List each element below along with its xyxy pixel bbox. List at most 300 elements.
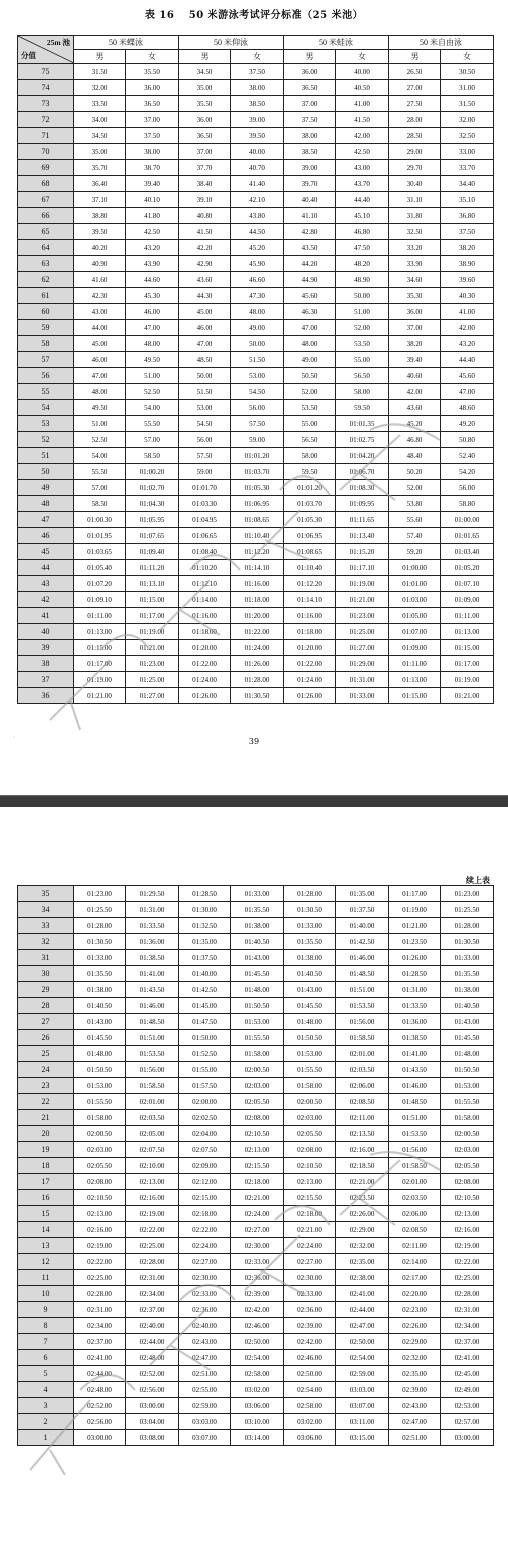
time-cell: 33.50 bbox=[74, 96, 126, 112]
time-cell: 02:31.00 bbox=[126, 1270, 179, 1286]
time-cell: 02:03.00 bbox=[231, 1078, 284, 1094]
score-cell: 21 bbox=[18, 1110, 74, 1126]
time-cell: 42.00 bbox=[389, 384, 441, 400]
time-cell: 31.80 bbox=[389, 208, 441, 224]
time-cell: 02:08.50 bbox=[336, 1094, 389, 1110]
time-cell: 33.90 bbox=[389, 256, 441, 272]
score-cell: 44 bbox=[18, 560, 74, 576]
time-cell: 01:56.00 bbox=[389, 1142, 441, 1158]
time-cell: 46.80 bbox=[389, 432, 441, 448]
score-cell: 33 bbox=[18, 918, 74, 934]
time-cell: 45.20 bbox=[231, 240, 284, 256]
time-cell: 34.50 bbox=[74, 128, 126, 144]
time-cell: 03:00.00 bbox=[74, 1430, 126, 1446]
time-cell: 41.60 bbox=[74, 272, 126, 288]
time-cell: 01:55.50 bbox=[284, 1062, 336, 1078]
page-number: 39 bbox=[248, 737, 260, 746]
time-cell: 01:32.50 bbox=[179, 918, 231, 934]
time-cell: 36.00 bbox=[126, 80, 179, 96]
time-cell: 01:22.00 bbox=[179, 656, 231, 672]
time-cell: 49.50 bbox=[74, 400, 126, 416]
time-cell: 43.20 bbox=[441, 336, 494, 352]
score-cell: 41 bbox=[18, 608, 74, 624]
time-cell: 01:27.00 bbox=[336, 640, 389, 656]
time-cell: 50.00 bbox=[231, 336, 284, 352]
time-cell: 51.00 bbox=[126, 368, 179, 384]
time-cell: 02:20.00 bbox=[389, 1286, 441, 1302]
time-cell: 02:18.00 bbox=[284, 1206, 336, 1222]
time-cell: 59.50 bbox=[336, 400, 389, 416]
time-cell: 02:10.50 bbox=[284, 1158, 336, 1174]
time-cell: 01:21.00 bbox=[126, 640, 179, 656]
time-cell: 02:05.00 bbox=[126, 1126, 179, 1142]
table-row bbox=[18, 176, 494, 192]
time-cell: 40.80 bbox=[179, 208, 231, 224]
time-cell: 01:23.50 bbox=[389, 934, 441, 950]
table-row bbox=[18, 96, 494, 112]
table-row bbox=[18, 192, 494, 208]
time-cell: 02:41.00 bbox=[441, 1350, 494, 1366]
time-cell: 02:03.50 bbox=[389, 1190, 441, 1206]
time-cell: 57.00 bbox=[74, 480, 126, 496]
score-cell: 56 bbox=[18, 368, 74, 384]
time-cell: 01:38.50 bbox=[126, 950, 179, 966]
time-cell: 03:02.00 bbox=[231, 1382, 284, 1398]
table-row bbox=[18, 918, 494, 934]
time-cell: 01:25.50 bbox=[74, 902, 126, 918]
score-cell: 29 bbox=[18, 982, 74, 998]
table-row bbox=[18, 528, 494, 544]
time-cell: 01:37.50 bbox=[336, 902, 389, 918]
time-cell: 02:22.00 bbox=[74, 1254, 126, 1270]
time-cell: 02:44.00 bbox=[126, 1334, 179, 1350]
time-cell: 01:12.20 bbox=[231, 544, 284, 560]
score-cell: 52 bbox=[18, 432, 74, 448]
score-cell: 66 bbox=[18, 208, 74, 224]
score-cell: 42 bbox=[18, 592, 74, 608]
time-cell: 31.00 bbox=[441, 80, 494, 96]
score-cell: 55 bbox=[18, 384, 74, 400]
time-cell: 02:00.50 bbox=[284, 1094, 336, 1110]
time-cell: 01:21.00 bbox=[389, 918, 441, 934]
time-cell: 01:21.00 bbox=[336, 592, 389, 608]
time-cell: 02:01.00 bbox=[389, 1174, 441, 1190]
time-cell: 40.30 bbox=[441, 288, 494, 304]
score-cell: 73 bbox=[18, 96, 74, 112]
time-cell: 35.50 bbox=[179, 96, 231, 112]
time-cell: 42.10 bbox=[231, 192, 284, 208]
time-cell: 01:53.50 bbox=[389, 1126, 441, 1142]
time-cell: 31.50 bbox=[74, 64, 126, 80]
time-cell: 01:50.50 bbox=[284, 1030, 336, 1046]
time-cell: 58.50 bbox=[126, 448, 179, 464]
time-cell: 02:55.00 bbox=[179, 1382, 231, 1398]
time-cell: 01:58.50 bbox=[336, 1030, 389, 1046]
time-cell: 02:45.00 bbox=[441, 1366, 494, 1382]
time-cell: 01:11.00 bbox=[389, 656, 441, 672]
score-cell: 15 bbox=[18, 1206, 74, 1222]
time-cell: 39.40 bbox=[126, 176, 179, 192]
time-cell: 01:41.00 bbox=[126, 966, 179, 982]
score-cell: 71 bbox=[18, 128, 74, 144]
time-cell: 01:51.00 bbox=[389, 1110, 441, 1126]
time-cell: 01:40.50 bbox=[74, 998, 126, 1014]
time-cell: 02:59.00 bbox=[336, 1366, 389, 1382]
table-row bbox=[18, 384, 494, 400]
time-cell: 02:50.00 bbox=[231, 1334, 284, 1350]
score-cell: 9 bbox=[18, 1302, 74, 1318]
time-cell: 02:26.00 bbox=[336, 1206, 389, 1222]
score-cell: 25 bbox=[18, 1046, 74, 1062]
table-row bbox=[18, 1222, 494, 1238]
time-cell: 45.60 bbox=[284, 288, 336, 304]
table-row bbox=[18, 998, 494, 1014]
score-cell: 24 bbox=[18, 1062, 74, 1078]
time-cell: 01:01.65 bbox=[441, 528, 494, 544]
time-cell: 56.50 bbox=[336, 368, 389, 384]
time-cell: 02:40.00 bbox=[179, 1318, 231, 1334]
time-cell: 03:03.00 bbox=[336, 1382, 389, 1398]
table-row bbox=[18, 464, 494, 480]
time-cell: 02:22.00 bbox=[441, 1254, 494, 1270]
time-cell: 01:03.30 bbox=[179, 496, 231, 512]
score-cell: 43 bbox=[18, 576, 74, 592]
score-cell: 68 bbox=[18, 176, 74, 192]
time-cell: 01:01.70 bbox=[179, 480, 231, 496]
time-cell: 03:08.00 bbox=[126, 1430, 179, 1446]
time-cell: 58.00 bbox=[284, 448, 336, 464]
time-cell: 44.50 bbox=[231, 224, 284, 240]
time-cell: 01:50.50 bbox=[441, 1062, 494, 1078]
time-cell: 37.50 bbox=[126, 128, 179, 144]
time-cell: 57.50 bbox=[179, 448, 231, 464]
table-row bbox=[18, 1286, 494, 1302]
time-cell: 01:35.50 bbox=[284, 934, 336, 950]
time-cell: 48.20 bbox=[336, 256, 389, 272]
time-cell: 02:53.00 bbox=[441, 1398, 494, 1414]
score-cell: 62 bbox=[18, 272, 74, 288]
time-cell: 01:21.00 bbox=[74, 688, 126, 704]
time-cell: 58.50 bbox=[74, 496, 126, 512]
score-cell: 19 bbox=[18, 1142, 74, 1158]
time-cell: 01:04.20 bbox=[336, 448, 389, 464]
score-cell: 23 bbox=[18, 1078, 74, 1094]
time-cell: 01:13.10 bbox=[126, 576, 179, 592]
time-cell: 01:05.00 bbox=[389, 608, 441, 624]
time-cell: 53.00 bbox=[179, 400, 231, 416]
score-cell: 7 bbox=[18, 1334, 74, 1350]
table-row bbox=[18, 1350, 494, 1366]
score-cell: 10 bbox=[18, 1286, 74, 1302]
time-cell: 03:10.00 bbox=[231, 1414, 284, 1430]
time-cell: 02:39.00 bbox=[284, 1318, 336, 1334]
time-cell: 02:43.00 bbox=[179, 1334, 231, 1350]
score-cell: 31 bbox=[18, 950, 74, 966]
time-cell: 01:07.00 bbox=[389, 624, 441, 640]
time-cell: 01:33.50 bbox=[389, 998, 441, 1014]
time-cell: 33.70 bbox=[441, 160, 494, 176]
time-cell: 02:48.00 bbox=[74, 1382, 126, 1398]
time-cell: 37.50 bbox=[441, 224, 494, 240]
header-male: 男 bbox=[74, 50, 126, 64]
time-cell: 02:05.50 bbox=[231, 1094, 284, 1110]
time-cell: 52.40 bbox=[441, 448, 494, 464]
table-row bbox=[18, 336, 494, 352]
time-cell: 01:56.00 bbox=[126, 1062, 179, 1078]
time-cell: 48.00 bbox=[126, 336, 179, 352]
time-cell: 03:00.00 bbox=[441, 1430, 494, 1446]
time-cell: 02:27.00 bbox=[231, 1222, 284, 1238]
time-cell: 48.90 bbox=[336, 272, 389, 288]
time-cell: 39.70 bbox=[284, 176, 336, 192]
time-cell: 51.00 bbox=[336, 304, 389, 320]
time-cell: 47.00 bbox=[179, 336, 231, 352]
score-cell: 50 bbox=[18, 464, 74, 480]
table-row bbox=[18, 1318, 494, 1334]
time-cell: 01:07.10 bbox=[441, 576, 494, 592]
score-cell: 72 bbox=[18, 112, 74, 128]
time-cell: 01:15.20 bbox=[336, 544, 389, 560]
time-cell: 45.10 bbox=[336, 208, 389, 224]
time-cell: 31.50 bbox=[441, 96, 494, 112]
time-cell: 01:03.00 bbox=[389, 592, 441, 608]
table-row bbox=[18, 400, 494, 416]
table-row bbox=[18, 608, 494, 624]
time-cell: 02:47.00 bbox=[336, 1318, 389, 1334]
time-cell: 02:12.00 bbox=[179, 1174, 231, 1190]
score-cell: 53 bbox=[18, 416, 74, 432]
table-row bbox=[18, 128, 494, 144]
time-cell: 01:40.50 bbox=[231, 934, 284, 950]
time-cell: 01:50.00 bbox=[179, 1030, 231, 1046]
header-row-strokes bbox=[18, 36, 494, 50]
time-cell: 02:19.00 bbox=[74, 1238, 126, 1254]
time-cell: 42.00 bbox=[336, 128, 389, 144]
time-cell: 01:05.40 bbox=[74, 560, 126, 576]
time-cell: 40.40 bbox=[284, 192, 336, 208]
time-cell: 01:17.10 bbox=[336, 560, 389, 576]
time-cell: 33.00 bbox=[441, 144, 494, 160]
table-row bbox=[18, 624, 494, 640]
time-cell: 02:11.00 bbox=[389, 1238, 441, 1254]
time-cell: 37.00 bbox=[284, 96, 336, 112]
score-cell: 20 bbox=[18, 1126, 74, 1142]
time-cell: 02:27.00 bbox=[284, 1254, 336, 1270]
time-cell: 01:08.65 bbox=[284, 544, 336, 560]
time-cell: 01:12.10 bbox=[179, 576, 231, 592]
time-cell: 59.20 bbox=[389, 544, 441, 560]
time-cell: 01:05.30 bbox=[231, 480, 284, 496]
time-cell: 42.50 bbox=[336, 144, 389, 160]
time-cell: 01:30.50 bbox=[231, 688, 284, 704]
score-cell: 14 bbox=[18, 1222, 74, 1238]
time-cell: 02:28.00 bbox=[126, 1254, 179, 1270]
table-row bbox=[18, 1382, 494, 1398]
score-cell: 65 bbox=[18, 224, 74, 240]
time-cell: 01:38.00 bbox=[441, 982, 494, 998]
table-row bbox=[18, 304, 494, 320]
table-row bbox=[18, 144, 494, 160]
time-cell: 01:09.00 bbox=[441, 592, 494, 608]
time-cell: 33.20 bbox=[389, 240, 441, 256]
time-cell: 52.00 bbox=[284, 384, 336, 400]
corner-pool-label: 25m 池 bbox=[46, 38, 70, 47]
score-cell: 18 bbox=[18, 1158, 74, 1174]
time-cell: 44.90 bbox=[284, 272, 336, 288]
time-cell: 39.40 bbox=[389, 352, 441, 368]
table-row bbox=[18, 320, 494, 336]
time-cell: 01:28.00 bbox=[74, 918, 126, 934]
table-row bbox=[18, 272, 494, 288]
time-cell: 41.80 bbox=[126, 208, 179, 224]
time-cell: 03:00.00 bbox=[126, 1398, 179, 1414]
time-cell: 02:29.00 bbox=[336, 1222, 389, 1238]
time-cell: 42.80 bbox=[284, 224, 336, 240]
score-cell: 59 bbox=[18, 320, 74, 336]
table-row bbox=[18, 934, 494, 950]
time-cell: 40.60 bbox=[389, 368, 441, 384]
time-cell: 01:06.70 bbox=[336, 464, 389, 480]
score-cell: 69 bbox=[18, 160, 74, 176]
time-cell: 01:13.00 bbox=[74, 624, 126, 640]
time-cell: 56.00 bbox=[441, 480, 494, 496]
time-cell: 02:31.00 bbox=[441, 1302, 494, 1318]
time-cell: 46.00 bbox=[179, 320, 231, 336]
time-cell: 43.70 bbox=[336, 176, 389, 192]
header-female: 女 bbox=[231, 50, 284, 64]
time-cell: 01:01.95 bbox=[74, 528, 126, 544]
time-cell: 01:55.50 bbox=[441, 1094, 494, 1110]
time-cell: 38.50 bbox=[284, 144, 336, 160]
time-cell: 01:28.00 bbox=[284, 886, 336, 902]
table-row bbox=[18, 1126, 494, 1142]
table-row bbox=[18, 256, 494, 272]
time-cell: 02:26.00 bbox=[389, 1318, 441, 1334]
score-cell: 60 bbox=[18, 304, 74, 320]
time-cell: 54.00 bbox=[74, 448, 126, 464]
time-cell: 35.50 bbox=[126, 64, 179, 80]
time-cell: 02:03.00 bbox=[74, 1142, 126, 1158]
time-cell: 01:33.00 bbox=[74, 950, 126, 966]
time-cell: 01:13.00 bbox=[441, 624, 494, 640]
time-cell: 34.00 bbox=[74, 112, 126, 128]
time-cell: 36.50 bbox=[179, 128, 231, 144]
time-cell: 01:38.00 bbox=[231, 918, 284, 934]
time-cell: 01:27.00 bbox=[126, 688, 179, 704]
score-cell: 32 bbox=[18, 934, 74, 950]
time-cell: 02:10.50 bbox=[74, 1190, 126, 1206]
time-cell: 02:04.00 bbox=[179, 1126, 231, 1142]
time-cell: 39.00 bbox=[284, 160, 336, 176]
time-cell: 47.00 bbox=[441, 384, 494, 400]
time-cell: 44.00 bbox=[74, 320, 126, 336]
time-cell: 01:23.00 bbox=[336, 608, 389, 624]
score-cell: 36 bbox=[18, 688, 74, 704]
table-row bbox=[18, 448, 494, 464]
table-row bbox=[18, 416, 494, 432]
time-cell: 02:16.00 bbox=[336, 1142, 389, 1158]
table-row bbox=[18, 1254, 494, 1270]
time-cell: 01:45.50 bbox=[441, 1030, 494, 1046]
time-cell: 41.10 bbox=[284, 208, 336, 224]
time-cell: 56.00 bbox=[179, 432, 231, 448]
score-table-part-2 bbox=[17, 885, 494, 1446]
time-cell: 01:06.95 bbox=[231, 496, 284, 512]
time-cell: 59.00 bbox=[179, 464, 231, 480]
time-cell: 43.20 bbox=[126, 240, 179, 256]
time-cell: 01:11.00 bbox=[74, 608, 126, 624]
time-cell: 01:01.20 bbox=[284, 480, 336, 496]
time-cell: 02:37.00 bbox=[74, 1334, 126, 1350]
time-cell: 59.50 bbox=[284, 464, 336, 480]
time-cell: 02:56.00 bbox=[74, 1414, 126, 1430]
time-cell: 01:48.00 bbox=[284, 1014, 336, 1030]
time-cell: 02:27.00 bbox=[179, 1254, 231, 1270]
time-cell: 39.50 bbox=[231, 128, 284, 144]
score-cell: 34 bbox=[18, 902, 74, 918]
score-cell: 39 bbox=[18, 640, 74, 656]
time-cell: 03:11.00 bbox=[336, 1414, 389, 1430]
time-cell: 01:31.00 bbox=[389, 982, 441, 998]
time-cell: 02:03.00 bbox=[441, 1142, 494, 1158]
time-cell: 01:16.00 bbox=[231, 576, 284, 592]
table-row bbox=[18, 1014, 494, 1030]
time-cell: 37.70 bbox=[179, 160, 231, 176]
score-table-part-1 bbox=[17, 35, 494, 704]
time-cell: 01:24.00 bbox=[284, 672, 336, 688]
time-cell: 01:03.70 bbox=[231, 464, 284, 480]
table-row bbox=[18, 1238, 494, 1254]
score-cell: 11 bbox=[18, 1270, 74, 1286]
time-cell: 01:08.40 bbox=[179, 544, 231, 560]
time-cell: 36.40 bbox=[74, 176, 126, 192]
time-cell: 55.50 bbox=[74, 464, 126, 480]
time-cell: 52.00 bbox=[389, 480, 441, 496]
time-cell: 01:18.00 bbox=[179, 624, 231, 640]
score-cell: 75 bbox=[18, 64, 74, 80]
time-cell: 38.00 bbox=[126, 144, 179, 160]
time-cell: 01:42.50 bbox=[336, 934, 389, 950]
time-cell: 57.50 bbox=[231, 416, 284, 432]
table-row bbox=[18, 288, 494, 304]
table-row bbox=[18, 240, 494, 256]
time-cell: 02:59.00 bbox=[179, 1398, 231, 1414]
time-cell: 02:35.00 bbox=[336, 1254, 389, 1270]
time-cell: 01:03.70 bbox=[284, 496, 336, 512]
time-cell: 42.00 bbox=[441, 320, 494, 336]
score-cell: 28 bbox=[18, 998, 74, 1014]
time-cell: 01:33.00 bbox=[336, 688, 389, 704]
time-cell: 03:07.00 bbox=[336, 1398, 389, 1414]
time-cell: 02:03.00 bbox=[284, 1110, 336, 1126]
time-cell: 02:41.00 bbox=[74, 1350, 126, 1366]
time-cell: 01:53.00 bbox=[284, 1046, 336, 1062]
time-cell: 01:26.00 bbox=[284, 688, 336, 704]
time-cell: 37.10 bbox=[74, 192, 126, 208]
score-cell: 30 bbox=[18, 966, 74, 982]
table-row bbox=[18, 160, 494, 176]
time-cell: 01:02.70 bbox=[126, 480, 179, 496]
time-cell: 44.20 bbox=[284, 256, 336, 272]
time-cell: 01:48.50 bbox=[126, 1014, 179, 1030]
time-cell: 01:10.40 bbox=[231, 528, 284, 544]
table-row bbox=[18, 656, 494, 672]
time-cell: 01:50.50 bbox=[231, 998, 284, 1014]
time-cell: 40.90 bbox=[74, 256, 126, 272]
time-cell: 54.50 bbox=[179, 416, 231, 432]
score-cell: 46 bbox=[18, 528, 74, 544]
time-cell: 02:35.00 bbox=[389, 1366, 441, 1382]
